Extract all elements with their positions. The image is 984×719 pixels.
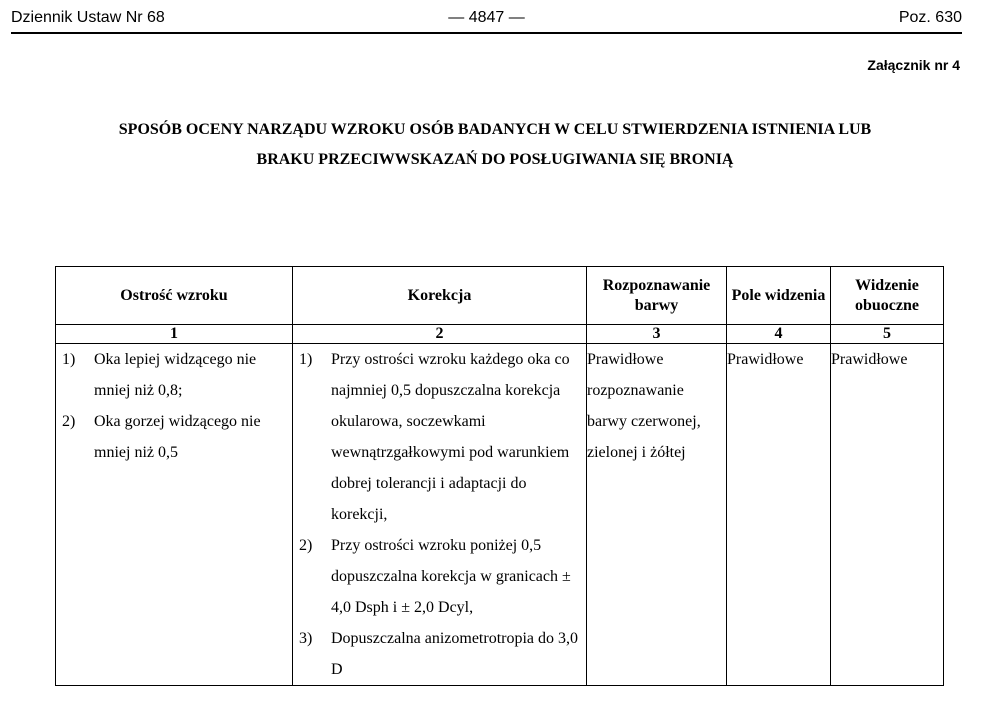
color-recognition-cell: Prawidłowe rozpoznawanie barwy czerwonej, zielonej i żółtej	[587, 344, 727, 686]
list-text: Oka gorzej widzącego nie mniej niż 0,5	[94, 413, 261, 461]
annex-label: Załącznik nr 4	[867, 57, 960, 73]
page-number: — 4847 —	[448, 9, 525, 26]
document-title-line-1: SPOSÓB OCENY NARZĄDU WZROKU OSÓB BADANYCH W CELU STWIERDZENIA ISTNIENIA LUB	[118, 121, 872, 138]
list-text: Przy ostrości wzroku poniżej 0,5 dopuszczalna korekcja w granicach ± 4,0 Dsph i ± 2,0 Dcyl,	[331, 537, 571, 616]
header-color-recognition: Rozpoznawanie barwy	[587, 267, 727, 325]
header-correction: Korekcja	[293, 267, 587, 325]
table-body-row	[56, 344, 944, 686]
header-binocular-vision: Widzenie obuoczne	[831, 267, 944, 325]
list-number: 2)	[62, 413, 76, 430]
column-number: 2	[293, 325, 587, 344]
vision-assessment-table	[55, 266, 944, 686]
list-item	[293, 344, 586, 530]
binocular-vision-cell: Prawidłowe	[831, 344, 944, 686]
document-title-line-2: BRAKU PRZECIWWSKAZAŃ DO POSŁUGIWANIA SIĘ BRONIĄ	[256, 151, 734, 168]
list-number: 1)	[299, 351, 313, 368]
list-text: Przy ostrości wzroku każdego oka co najmniej 0,5 dopuszczalna korekcja okularowa, soczewkami wewnątrzgałkowymi pod warunkiem dobrej tolerancji i adaptacji do korekcji,	[331, 351, 570, 523]
journal-name: Dziennik Ustaw Nr 68	[11, 9, 165, 26]
list-number: 2)	[299, 537, 313, 554]
list-item	[293, 623, 586, 685]
correction-cell	[293, 344, 587, 686]
list-number: 1)	[62, 351, 76, 368]
list-text: Dopuszczalna anizometrotropia do 3,0 D	[331, 630, 579, 678]
position-number: Poz. 630	[898, 9, 962, 26]
column-number: 1	[56, 325, 293, 344]
table-header-row	[56, 267, 944, 325]
column-number: 4	[727, 325, 831, 344]
list-number: 3)	[299, 630, 313, 647]
list-item	[56, 406, 292, 468]
header-visual-acuity: Ostrość wzroku	[56, 267, 293, 325]
list-item	[56, 344, 292, 406]
list-item	[293, 530, 586, 623]
list-text: Oka lepiej widzącego nie mniej niż 0,8;	[94, 351, 257, 399]
column-number-row	[56, 325, 944, 344]
column-number: 3	[587, 325, 727, 344]
header-field-of-view: Pole widzenia	[727, 267, 831, 325]
field-of-view-cell: Prawidłowe	[727, 344, 831, 686]
visual-acuity-cell	[56, 344, 293, 686]
page-header	[11, 6, 962, 34]
column-number: 5	[831, 325, 944, 344]
